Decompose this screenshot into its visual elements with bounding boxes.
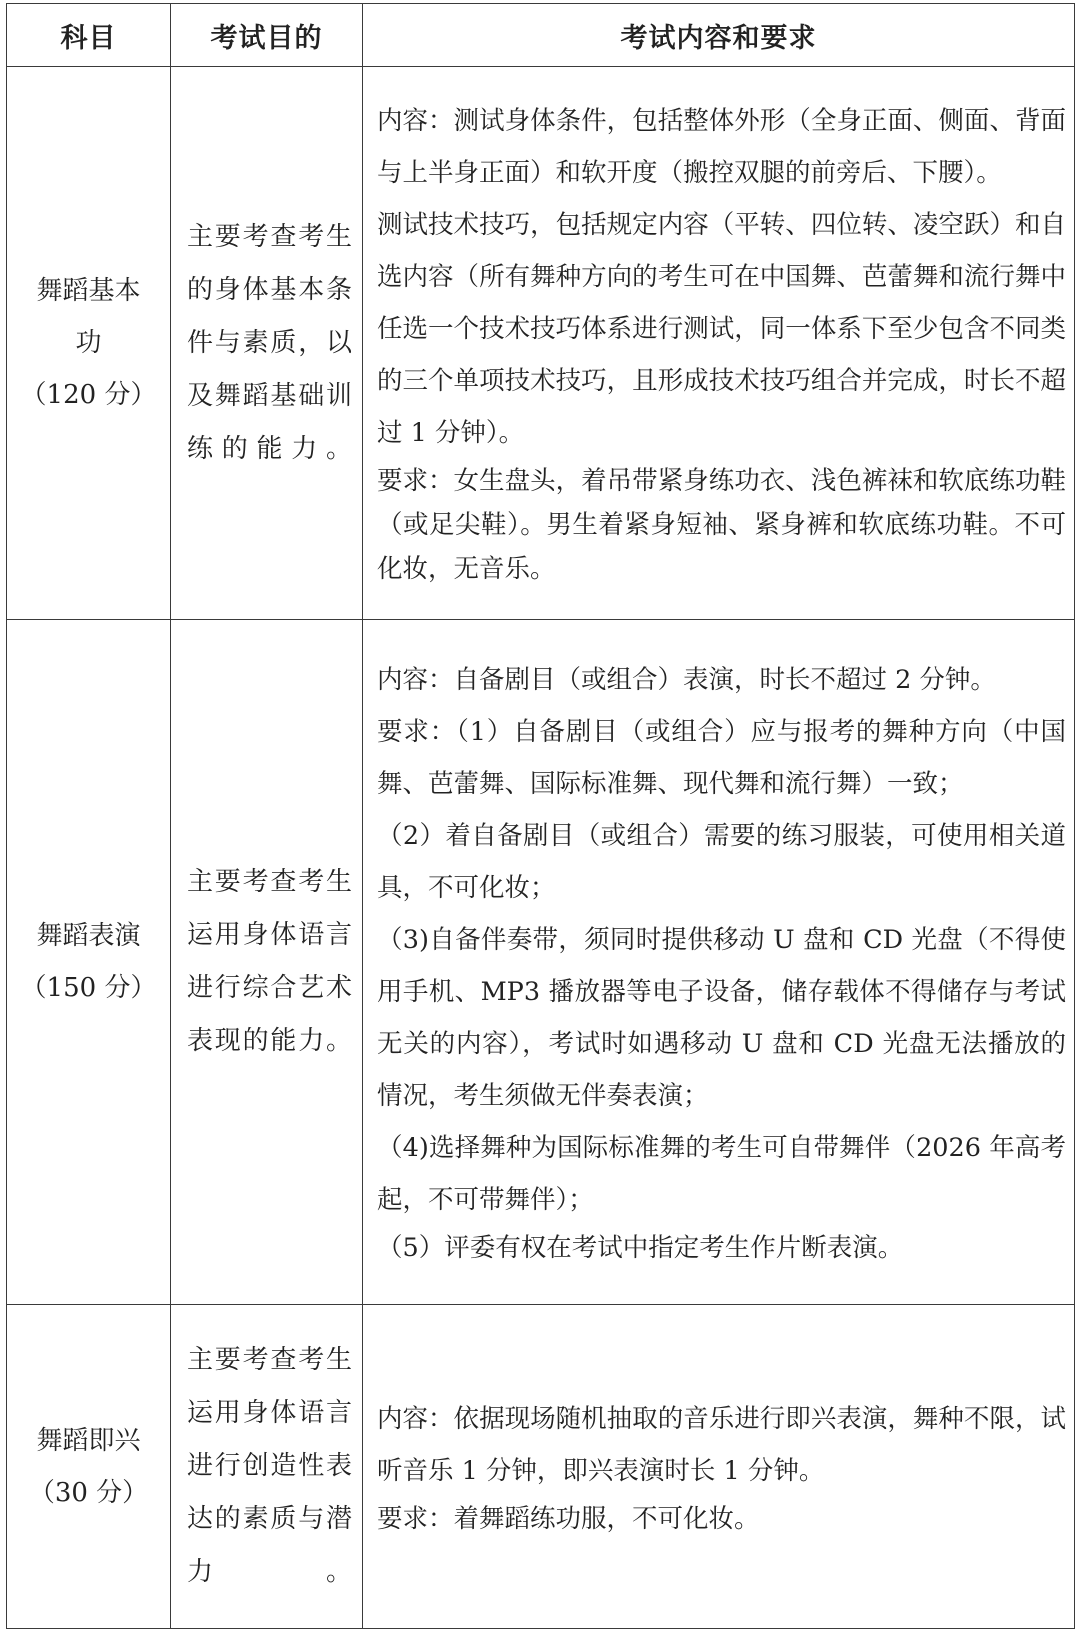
subject-score: （120 分） bbox=[20, 380, 157, 410]
subject-name: 舞蹈即兴 bbox=[36, 1425, 141, 1456]
purpose-text: 主要考查考生运用身体语言进行综合艺术表现的能力。 bbox=[187, 867, 352, 1056]
purpose-text: 主要考查考生的身体基本条件与素质，以及舞蹈基础训练的能力。 bbox=[187, 221, 352, 464]
subject-score: （150 分） bbox=[20, 973, 157, 1003]
content-cell bbox=[363, 1305, 1075, 1629]
content-paragraph: （4)选择舞种为国际标准舞的考生可自带舞伴（2026 年高考起，不可带舞伴）； bbox=[377, 1133, 1066, 1215]
content-paragraph: 内容：自备剧目（或组合）表演，时长不超过 2 分钟。 bbox=[377, 665, 996, 695]
subject-name: 舞蹈基本功 bbox=[36, 276, 141, 358]
content-paragraph: （2）着自备剧目（或组合）需要的练习服装，可使用相关道具，不可化妆； bbox=[377, 821, 1066, 903]
header-subject: 科目 bbox=[7, 4, 171, 67]
subject-cell bbox=[7, 620, 171, 1305]
table-row bbox=[7, 620, 1075, 1305]
subject-cell bbox=[7, 67, 171, 620]
content-paragraph: 要求：女生盘头，着吊带紧身练功衣、浅色裤袜和软底练功鞋（或足尖鞋）。男生着紧身短袖、紧身裤和软底练功鞋。不可化妆，无音乐。 bbox=[377, 466, 1066, 584]
exam-requirements-table bbox=[6, 3, 1075, 1629]
table-header-row bbox=[7, 4, 1075, 67]
purpose-text: 主要考查考生运用身体语言进行创造性表达的素质与潜力。 bbox=[187, 1345, 352, 1587]
subject-cell bbox=[7, 1305, 171, 1629]
content-paragraph: 要求：着舞蹈练功服，不可化妆。 bbox=[377, 1503, 760, 1534]
subject-score: （30 分） bbox=[28, 1477, 149, 1508]
content-paragraph: （3)自备伴奏带，须同时提供移动 U 盘和 CD 光盘（不得使用手机、MP3 播放器等电子设备，储存载体不得储存与考试无关的内容），考试时如遇移动 U 盘和 CD 光盘无法播放的情况，考生须做无伴奏表演； bbox=[377, 925, 1066, 1111]
content-paragraph: 内容：测试身体条件，包括整体外形（全身正面、侧面、背面与上半身正面）和软开度（搬控双腿的前旁后、下腰）。 bbox=[377, 106, 1066, 188]
table-row bbox=[7, 1305, 1075, 1629]
content-paragraph: 内容：依据现场随机抽取的音乐进行即兴表演，舞种不限，试听音乐 1 分钟，即兴表演时长 1 分钟。 bbox=[377, 1403, 1066, 1486]
content-cell bbox=[363, 620, 1075, 1305]
content-paragraph: 要求：（1）自备剧目（或组合）应与报考的舞种方向（中国舞、芭蕾舞、国际标准舞、现代舞和流行舞）一致； bbox=[377, 717, 1066, 799]
content-paragraph: 测试技术技巧，包括规定内容（平转、四位转、凌空跃）和自选内容（所有舞种方向的考生可在中国舞、芭蕾舞和流行舞中任选一个技术技巧体系进行测试，同一体系下至少包含不同类的三个单项技术技巧，且形成技术技巧组合并完成，时长不超过 1 分钟）。 bbox=[377, 210, 1066, 448]
purpose-cell bbox=[171, 620, 363, 1305]
content-paragraph: （5）评委有权在考试中指定考生作片断表演。 bbox=[377, 1233, 904, 1263]
header-content: 考试内容和要求 bbox=[363, 4, 1075, 67]
subject-name: 舞蹈表演 bbox=[36, 921, 141, 951]
content-cell bbox=[363, 67, 1075, 620]
header-purpose: 考试目的 bbox=[171, 4, 363, 67]
purpose-cell bbox=[171, 67, 363, 620]
purpose-cell bbox=[171, 1305, 363, 1629]
table-row bbox=[7, 67, 1075, 620]
